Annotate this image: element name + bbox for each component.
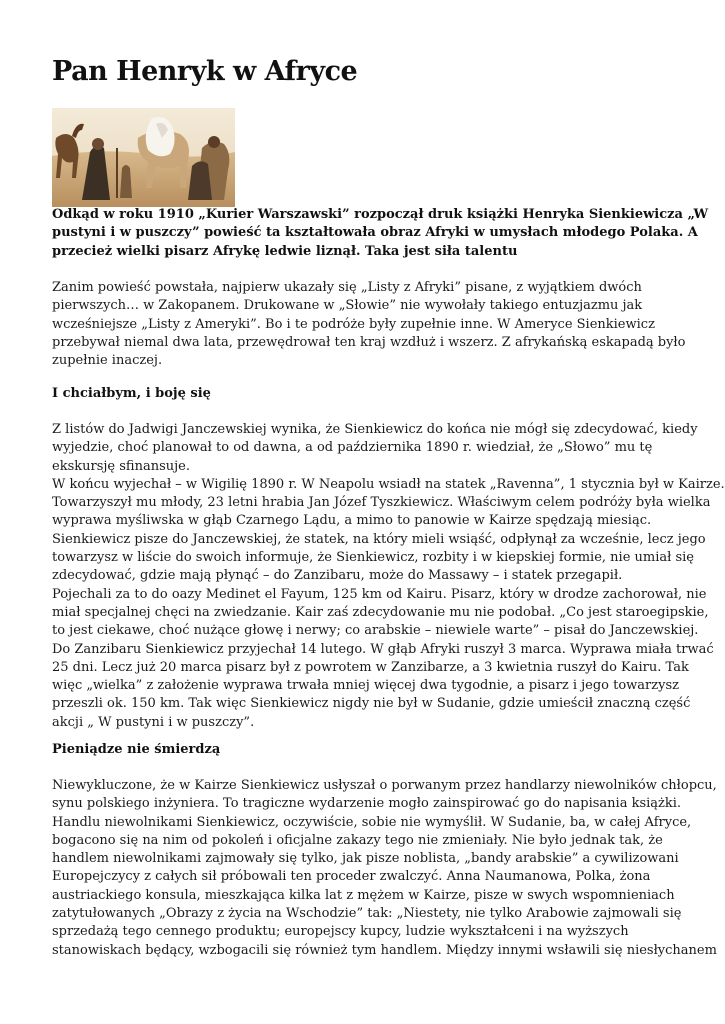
lead-line: przecież wielki pisarz Afrykę ledwie liznął. Taka jest siła talentu — [52, 243, 518, 259]
text-line: Sienkiewicz pisze do Janczewskiej, że statek, na który mieli wsiąść, odpłynął za wcześnie, lecz jego — [52, 531, 706, 547]
section-heading-1: I chciałbym, i boję się — [52, 386, 211, 401]
lead-line: Odkąd w roku 1910 „Kurier Warszawski” rozpoczął druk książki Henryka Sienkiewicza „W — [52, 207, 709, 222]
text-line: Handlu niewolnikami Sienkiewicz, oczywiście, sobie nie wymyślił. W Sudanie, ba, w całej Afryce, — [52, 814, 692, 830]
text-line: zatytułowanych „Obrazy z życia na Wschodzie” tak: „Niestety, nie tylko Arabowie zajmowali się — [52, 906, 682, 922]
text-line: Z listów do Jadwigi Janczewskiej wynika, że Sienkiewicz do końca nie mógł się zdecydować, kiedy — [52, 422, 698, 437]
text-line: więc „wielka” z założenie wyprawa trwała mniej więcej dwa tygodnie, a pisarz i jego towarzysz — [52, 678, 679, 694]
text-line: 25 dni. Lecz już 20 marca pisarz był z powrotem w Zanzibarze, a 3 kwietnia ruszył do Kairu. Tak — [52, 659, 689, 675]
text-line: zupełnie inaczej. — [52, 353, 163, 369]
text-line: Zanim powieść powstała, najpierw ukazały się „Listy z Afryki” pisane, z wyjątkiem dwóch — [52, 280, 642, 295]
text-line: Niewykluczone, że w Kairze Sienkiewicz usłyszał o porwanym przez handlarzy niewolników chłopcu, — [52, 778, 717, 793]
text-line: W końcu wyjechał – w Wigilię 1890 r. W Neapolu wsiadł na statek „Ravenna”, 1 stycznia był w Kairze. — [52, 476, 725, 492]
text-line: austriackiego konsula, mieszkająca kilka lat z mężem w Kairze, pisze w swych wspomnieniach — [52, 887, 675, 903]
paragraph-intro — [52, 279, 686, 370]
section-heading-2: Pieniądze nie śmierdzą — [52, 742, 221, 757]
text-line: stanowiskach będący, wzbogacili się również tym handlem. Między innymi wsławili się niesłychanem — [52, 942, 717, 958]
text-line: to jest ciekawe, choć nużące głowę i nerwy; co arabskie – niewiele warte” – pisał do Janczewskiej. — [52, 623, 699, 639]
article-lead — [52, 206, 709, 261]
text-line: ekskursję sfinansuje. — [52, 458, 190, 474]
text-line: synu polskiego inżyniera. To tragiczne wydarzenie mogło zainspirować go do napisania książki. — [52, 796, 682, 812]
desert-caravan-illustration — [52, 108, 235, 207]
text-line: wcześniejsze „Listy z Ameryki”. Bo i te podróże były zupełnie inne. W Ameryce Sienkiewicz — [52, 316, 655, 332]
text-line: handlem niewolnikami zajmowały się tylko, jak pisze noblista, „bandy arabskie” a cywilizowani — [52, 851, 679, 867]
article-title: Pan Henryk w Afryce — [52, 56, 358, 87]
text-line: miał specjalnej chęci na zwiedzanie. Kair zaś zdecydowanie mu nie podobał. „Co jest staroegipskie, — [52, 604, 709, 620]
text-line: wyjedzie, choć planował to od dawna, a od października 1890 r. wiedział, że „Słowo” mu tę — [52, 440, 653, 456]
text-line: wyprawa myśliwska w głąb Czarnego Lądu, a mimo to panowie w Kairze spędzają miesiąc. — [52, 513, 652, 529]
text-line: Europejczycy z całych sił próbowali ten proceder zwalczyć. Anna Naumanowa, Polka, żona — [52, 869, 651, 885]
paragraph-section-2 — [52, 777, 717, 960]
article-photo — [52, 108, 235, 207]
text-line: sprzedażą tego cennego produktu; europejscy kupcy, ludzie wykształceni i na wyższych — [52, 924, 629, 940]
text-line: bogacono się na nim od pokoleń i oficjalne zakazy tego nie zmieniały. Nie było jednak tak, że — [52, 832, 663, 848]
lead-line: pustyni i w puszczy” powieść ta kształtowała obraz Afryki w umysłach młodego Polaka. A — [52, 225, 698, 241]
paragraph-section-1 — [52, 421, 725, 732]
text-line: zdecydować, gdzie mają płynąć – do Zanzibaru, może do Massawy – i statek przegapił. — [52, 568, 623, 584]
text-line: Towarzyszył mu młody, 23 letni hrabia Jan Józef Tyszkiewicz. Właściwym celem podróży była wielka — [52, 495, 711, 511]
text-line: towarzysz w liście do swoich informuje, że Sienkiewicz, rozbity i w kiepskiej formie, nie umiał się — [52, 550, 694, 566]
text-line: przeszli ok. 150 km. Tak więc Sienkiewicz nigdy nie był w Sudanie, gdzie umieścił znaczną część — [52, 696, 691, 712]
text-line: przebywał niemal dwa lata, przewędrował ten kraj wzdłuż i wszerz. Z afrykańską eskapadą było — [52, 334, 686, 350]
text-line: Do Zanzibaru Sienkiewicz przyjechał 14 lutego. W głąb Afryki ruszył 3 marca. Wyprawa miała trwać — [52, 641, 714, 657]
text-line: akcji „ W pustyni i w puszczy”. — [52, 714, 255, 730]
text-line: pierwszych… w Zakopanem. Drukowane w „Słowie” nie wywołały takiego entuzjazmu jak — [52, 298, 643, 314]
text-line: Pojechali za to do oazy Medinet el Fayum, 125 km od Kairu. Pisarz, który w drodze zachorował, nie — [52, 586, 707, 602]
